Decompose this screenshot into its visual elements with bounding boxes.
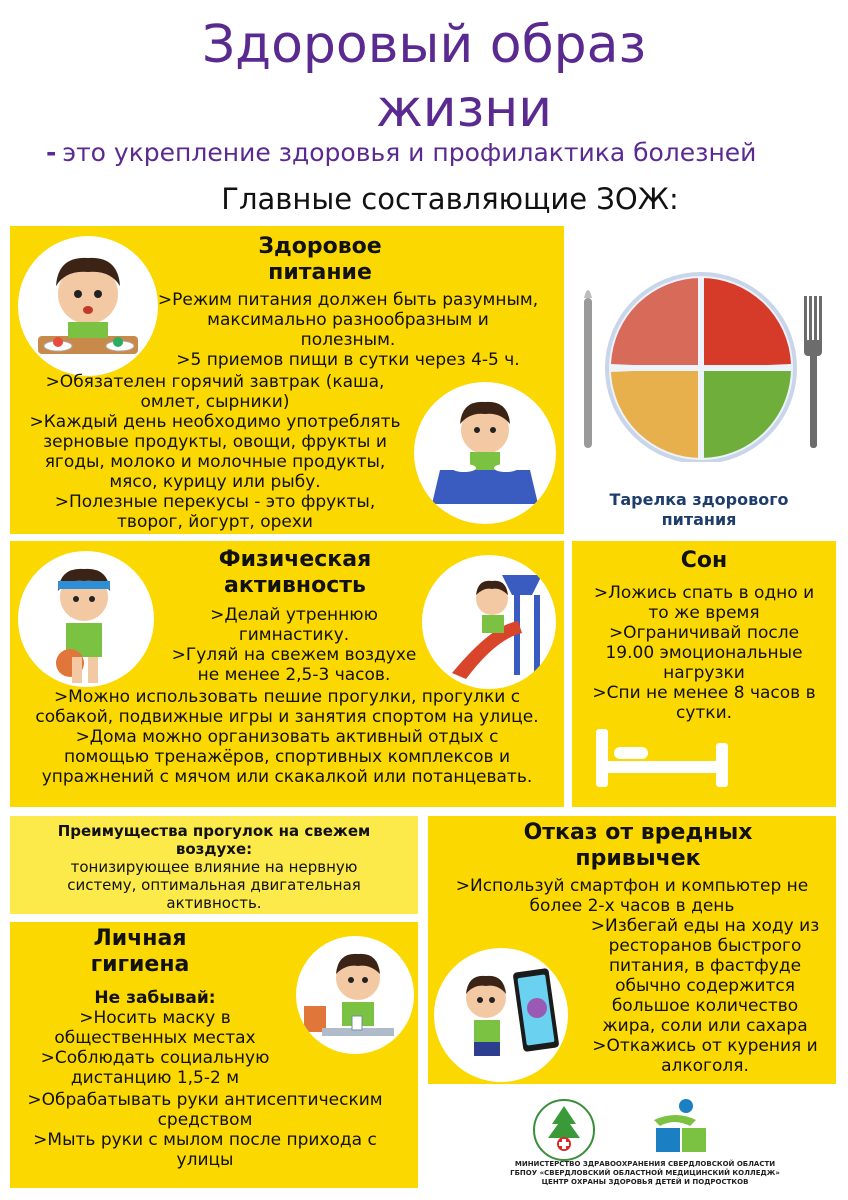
nutrition-line: полезным. [300,330,396,350]
hygiene-line: >Обрабатывать руки антисептическим [27,1090,383,1110]
walks-panel [10,816,418,914]
nutrition-heading-line2: питание [268,260,372,285]
hygiene-line: дистанцию 1,5-2 м [70,1068,240,1088]
nutrition-heading-line1: Здоровое [258,234,382,259]
activity-line: упражнений с мячом или скакалкой или потанцевать. [41,767,533,787]
walks-heading-line1: Преимущества прогулок на свежем [57,822,371,840]
habits-heading-line1: Отказ от вредных [523,820,753,845]
nutrition-line: максимально разнообразным и [207,310,489,330]
activity-line: не менее 2,5-3 часов. [197,665,391,685]
activity-line: >Дома можно организовать активный отдых с [75,727,499,747]
habits-line: >Избегай еды на ходу из [590,916,820,936]
habits-line: обычно содержится [615,976,795,996]
child-on-slide-illustration [422,555,556,689]
nutrition-line: >5 приемов пищи в сутки через 4-5 ч. [176,350,520,370]
nutrition-line: омлет, сырники) [140,392,290,412]
page-subtitle [46,138,756,167]
page-title-line2: жизни [375,79,553,139]
walks-heading-line2: воздухе: [175,840,253,858]
activity-line: >Делай утреннюю [210,605,378,625]
page-title-line1: Здоровый образ [201,15,647,75]
hygiene-subheading: Не забывай: [94,988,216,1008]
activity-line: >Гуляй на свежем воздухе [171,645,417,665]
activity-heading-line1: Физическая [218,547,372,572]
child-with-screen-illustration [434,948,568,1082]
habits-line: более 2-х часов в день [529,896,735,916]
activity-line: >Можно использовать пешие прогулки, прогулки с [53,687,521,707]
habits-line: >Используй смартфон и компьютер не [455,876,809,896]
sleep-line: >Ограничивай после [608,623,800,643]
hygiene-line: >Носить маску в [79,1008,231,1028]
health-center-logo [646,1096,712,1156]
footer-line3: ЦЕНТР ОХРАНЫ ЗДОРОВЬЯ ДЕТЕЙ И ПОДРОСТКОВ [541,1178,749,1186]
footer-line2: ГБПОУ «СВЕРДЛОВСКИЙ ОБЛАСТНОЙ МЕДИЦИНСКИЙ КОЛЛЕДЖ» [510,1169,780,1177]
healthy-plate-illustration [578,272,828,462]
habits-panel [428,816,836,1084]
nutrition-line: мясо, курицу или рыбу. [109,472,321,492]
sleep-line: 19.00 эмоциональные [605,643,803,663]
child-washing-hands-illustration [296,936,414,1054]
sleep-heading: Сон [680,548,728,573]
sleep-line: нагрузки [663,663,745,683]
footer-text [500,1160,790,1187]
nutrition-line: >Обязателен горячий завтрак (каша, [45,372,385,392]
nutrition-panel [10,226,564,534]
child-with-ball-illustration [18,551,154,687]
sleep-line: сутки. [675,703,733,723]
nutrition-line: зерновые продукты, овощи, фрукты и [43,432,387,452]
walks-line: систему, оптимальная двигательная [67,876,361,894]
activity-line: собакой, подвижные игры и занятия спортом на улице. [35,707,539,727]
habits-line: питания, в фастфуде [608,956,802,976]
hygiene-line: >Мыть руки с мылом после прихода с [33,1130,377,1150]
section-heading: Главные составляющие ЗОЖ: [221,182,679,216]
subtitle-dash: - [46,138,57,167]
activity-line: помощью тренажёров, спортивных комплексов и [63,747,510,767]
ministry-logo [532,1098,596,1162]
activity-line: гимнастику. [238,625,350,645]
sleep-line: >Спи не менее 8 часов в [592,683,816,703]
habits-line: >Откажись от курения и [592,1036,818,1056]
hygiene-heading-line2: гигиена [90,952,190,977]
hygiene-heading-line1: Личная [93,926,187,951]
nutrition-line: >Режим питания должен быть разумным, [157,290,539,310]
habits-line: жира, соли или сахара [602,1016,808,1036]
hygiene-line: >Соблюдать социальную [40,1048,270,1068]
nutrition-line: творог, йогурт, орехи [117,512,313,532]
plate-caption-line1: Тарелка здорового [609,490,789,509]
hygiene-panel [10,922,418,1188]
habits-line: алкоголя. [661,1056,749,1076]
habits-line: большое количество [611,996,799,1016]
sleep-line: то же время [648,603,760,623]
habits-heading-line2: привычек [575,846,701,871]
bed-icon [592,721,732,791]
child-eating-illustration [18,236,158,376]
child-at-table-illustration [414,382,556,524]
walks-line: тонизирующее влияние на нервную [70,858,358,876]
subtitle-text: это укрепление здоровья и профилактика болезней [62,138,757,167]
sleep-line: >Ложись спать в одно и [593,583,815,603]
nutrition-line: >Каждый день необходимо употреблять [29,412,401,432]
plate-caption [592,490,806,530]
footer-line1: МИНИСТЕРСТВО ЗДРАВООХРАНЕНИЯ СВЕРДЛОВСКОЙ ОБЛАСТИ [514,1160,776,1168]
activity-panel [10,541,564,807]
hygiene-line: общественных местах [54,1028,256,1048]
nutrition-line: >Полезные перекусы - это фрукты, [54,492,376,512]
nutrition-line: ягоды, молоко и молочные продукты, [44,452,386,472]
plate-caption-line2: питания [661,510,737,529]
habits-line: ресторанов быстрого [608,936,802,956]
hygiene-line: средством [157,1110,253,1130]
walks-line: активность. [166,894,262,912]
hygiene-line: улицы [176,1150,234,1170]
sleep-panel [572,541,836,807]
activity-heading-line2: активность [224,573,366,598]
